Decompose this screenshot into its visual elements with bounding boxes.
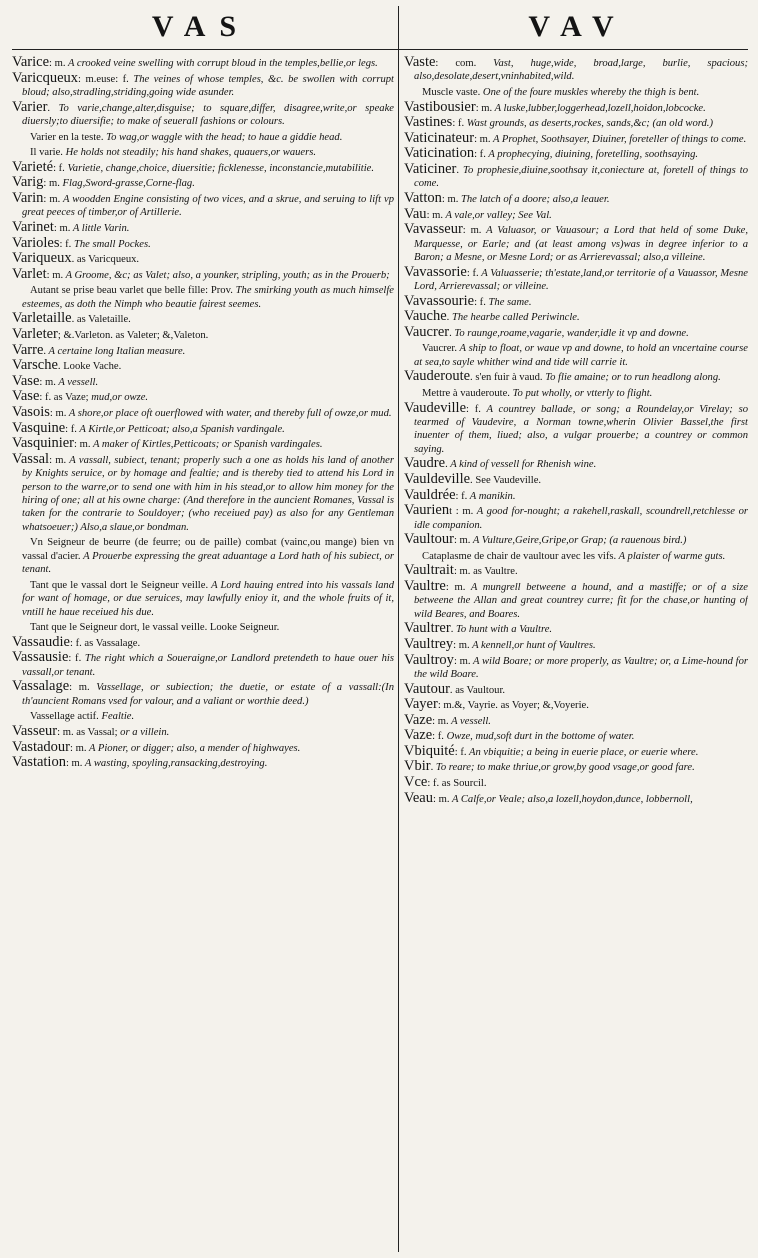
dictionary-entry bbox=[12, 535, 394, 576]
dictionary-entry bbox=[12, 252, 394, 266]
dictionary-entry bbox=[12, 56, 394, 70]
entry-grammar: : f. bbox=[432, 731, 444, 743]
dictionary-entry bbox=[12, 756, 394, 770]
entry-grammar: : m.&, Vayrie. as Voyer; &,Voyerie. bbox=[437, 700, 589, 712]
entry-grammar: : m. bbox=[453, 535, 471, 547]
entry-grammar: : m. bbox=[74, 439, 91, 451]
entry-definition: He holds not steadily; his hand shakes, quauers,or wauers. bbox=[62, 147, 317, 159]
dictionary-entry bbox=[404, 470, 748, 487]
entry-definition: The right which a Soueraigne,or Landlord pretendeth to haue ouer his vassall,or tenant. bbox=[22, 653, 394, 678]
entry-grammar: : m. bbox=[441, 193, 459, 205]
entry-grammar: Autant se prise beau varlet que belle fille: Prov. bbox=[30, 285, 233, 297]
dictionary-entry bbox=[12, 341, 394, 358]
entry-grammar: : f. bbox=[454, 746, 467, 758]
entry-grammar: . bbox=[430, 762, 434, 774]
entry-headword: Varier bbox=[12, 98, 48, 115]
entry-headword: Vbiquité bbox=[404, 742, 455, 759]
entry-definition: A kennell,or hunt of Vaultres. bbox=[469, 639, 596, 651]
entry-definition: A kind of vessell for Rhenish wine. bbox=[447, 459, 597, 471]
entry-definition: A Groome, &c; as Valet; also, a younker, stripling, youth; as in the Prouerb; bbox=[63, 269, 390, 281]
entry-grammar: . bbox=[446, 312, 450, 324]
running-header bbox=[8, 6, 752, 48]
dictionary-entry bbox=[12, 176, 394, 190]
left-column bbox=[12, 56, 394, 1251]
dictionary-entry bbox=[404, 223, 748, 264]
dictionary-entry bbox=[404, 189, 748, 206]
dictionary-entry bbox=[404, 370, 748, 384]
entry-grammar: . Looke Vache. bbox=[57, 361, 122, 373]
entry-definition: The small Pockes. bbox=[71, 238, 151, 250]
entry-definition: The same. bbox=[485, 296, 532, 308]
dictionary-entry bbox=[404, 711, 748, 728]
entry-grammar: : m. bbox=[43, 178, 60, 190]
entry-grammar: : com. bbox=[435, 58, 477, 69]
right-column bbox=[404, 56, 748, 1251]
entry-definition: Vassellage, or subiection; the duetie, or estate of a vassall:(In th'auncient Romans vsed for valour, and a valiant or worthie deed.) bbox=[22, 682, 394, 707]
entry-definition: A vessell. bbox=[55, 376, 99, 388]
entry-headword: Varre bbox=[12, 341, 44, 358]
entry-definition: To wag,or waggle with the head; to haue a giddie head. bbox=[103, 131, 343, 143]
entry-grammar: t : m. bbox=[449, 506, 474, 518]
header-left: VAS bbox=[151, 10, 251, 43]
entry-grammar: : f. bbox=[452, 118, 465, 130]
entry-definition: A vessell. bbox=[448, 715, 491, 727]
dictionary-entry bbox=[12, 372, 394, 389]
entry-headword: Varleter bbox=[12, 325, 58, 342]
dictionary-entry bbox=[404, 399, 748, 457]
dictionary-entry bbox=[404, 680, 748, 697]
entry-headword: Varieté bbox=[12, 158, 54, 175]
entry-grammar: : m. bbox=[453, 655, 471, 667]
entry-grammar: . bbox=[456, 164, 459, 176]
entry-grammar: . as Valetaille. bbox=[71, 314, 131, 326]
entry-headword: Vasois bbox=[12, 403, 50, 420]
entry-definition: To hunt with a Vaultre. bbox=[453, 624, 553, 636]
dictionary-entry bbox=[12, 620, 394, 634]
entry-grammar: Vassellage actif. bbox=[30, 711, 99, 723]
entry-definition: To raunge,roame,vagarie, wander,idle it vp and downe. bbox=[451, 327, 689, 339]
entry-headword: Vaultrey bbox=[404, 635, 454, 652]
entry-headword: Varletaille bbox=[12, 310, 72, 327]
dictionary-entry bbox=[12, 680, 394, 708]
column-divider bbox=[398, 6, 399, 1252]
entry-headword: Vauche bbox=[404, 308, 447, 325]
entry-grammar: . s'en fuir à vaud. bbox=[470, 372, 543, 384]
entry-definition: To prophesie,diuine,soothsay it,coniecture at, foretell of things to come. bbox=[414, 164, 748, 190]
dictionary-entry bbox=[404, 263, 748, 294]
entry-headword: Vauldeville bbox=[404, 470, 471, 487]
entry-definition: mud,or owze. bbox=[88, 392, 149, 404]
entry-definition: The smirking youth as much himselfe esteemes, as doth the Nimph who beautie fairest seemes. bbox=[22, 285, 394, 310]
entry-grammar: : m. bbox=[49, 454, 67, 466]
entry-headword: Vaudeville bbox=[404, 399, 467, 416]
entry-grammar: : m. bbox=[475, 102, 493, 114]
entry-grammar: : f. bbox=[474, 149, 486, 161]
entry-headword: Vassal bbox=[12, 450, 50, 467]
entry-headword: Variqueux bbox=[12, 250, 72, 267]
dictionary-entry bbox=[12, 437, 394, 451]
entry-grammar: : m. bbox=[445, 581, 466, 593]
entry-definition: A vale,or valley; See Val. bbox=[443, 209, 552, 221]
entry-definition: A wild Boare; or more properly, as Vaultre; or, a Lime-hound for the wild Boare. bbox=[414, 655, 748, 680]
entry-headword: Vaultre bbox=[404, 577, 446, 594]
entry-grammar: Muscle vaste. bbox=[422, 87, 481, 98]
entry-headword: Varig bbox=[12, 174, 44, 191]
entry-grammar: : m. bbox=[70, 742, 87, 754]
entry-definition: A Vulture,Geire,Gripe,or Grap; (a rauenous bird.) bbox=[470, 535, 687, 547]
entry-grammar: Vn Seigneur de beurre (de feurre; ou de paille) combat (vainc,ou mange) bien vn vassal d'acier. bbox=[22, 537, 394, 562]
entry-definition: A ship to float, or waue vp and downe, to hold an vncertaine course at sea,to sayle whither wind and tide will carrie it. bbox=[414, 343, 748, 368]
entry-definition: A little Varin. bbox=[70, 222, 130, 234]
dictionary-entry bbox=[404, 310, 748, 324]
entry-grammar: . bbox=[43, 345, 47, 357]
entry-grammar: : m. bbox=[462, 225, 482, 237]
dictionary-entry bbox=[404, 386, 748, 400]
entry-definition: Fealtie. bbox=[98, 711, 135, 723]
entry-definition: Flag,Sword-grasse,Corne-flag. bbox=[59, 178, 195, 190]
dictionary-entry bbox=[404, 205, 748, 222]
entry-grammar: Varier en la teste. bbox=[30, 131, 104, 143]
entry-headword: Vassalage bbox=[12, 678, 70, 695]
entry-grammar: Il varie. bbox=[30, 147, 63, 159]
dictionary-entry bbox=[404, 56, 748, 84]
entry-grammar: Cataplasme de chair de vaultour avec les vifs. bbox=[422, 550, 617, 562]
entry-grammar: : f. bbox=[466, 403, 481, 415]
entry-headword: Vayer bbox=[404, 696, 438, 713]
dictionary-entry bbox=[404, 533, 748, 547]
header-right: VAV bbox=[528, 10, 628, 43]
dictionary-entry bbox=[404, 160, 748, 191]
entry-headword: Vaultour bbox=[404, 531, 454, 548]
entry-grammar: : f. bbox=[53, 162, 65, 174]
entry-headword: Vastibousier bbox=[404, 98, 476, 115]
entry-definition: A Prouerbe expressing the great aduantage a Lord hath of his subiect, or tenant. bbox=[22, 550, 394, 576]
entry-definition: A luske,lubber,loggerhead,lozell,hoidon,lobcocke. bbox=[492, 102, 706, 114]
entry-grammar: : m. bbox=[49, 407, 67, 419]
dictionary-entry bbox=[404, 729, 748, 743]
entry-headword: Vastation bbox=[12, 754, 66, 771]
dictionary-entry bbox=[12, 633, 394, 650]
dictionary-entry bbox=[404, 622, 748, 636]
entry-headword: Vaultrer bbox=[404, 620, 451, 637]
entry-definition: To reare; to make thriue,or grow,by good vsage,or good fare. bbox=[433, 762, 695, 774]
dictionary-entry bbox=[404, 341, 748, 369]
dictionary-entry bbox=[12, 69, 394, 100]
entry-definition: The hearbe called Periwincle. bbox=[449, 312, 580, 324]
entry-grammar: Tant que le Seigneur dort, le vassal veille. Looke Seigneur. bbox=[30, 622, 280, 634]
entry-grammar: . bbox=[445, 459, 448, 471]
dictionary-entry bbox=[404, 129, 748, 146]
entry-grammar: : m. bbox=[474, 133, 491, 145]
entry-headword: Vaultrait bbox=[404, 562, 454, 579]
entry-grammar: Vaucrer. bbox=[422, 343, 457, 355]
dictionary-entry bbox=[12, 709, 394, 723]
entry-definition: A prophecying, diuining, foretelling, soothsaying. bbox=[485, 149, 699, 161]
entry-definition: A Valuasor, or Vauasour; a Lord that held of some Duke, Marquesse, or Earle; and (at least among vs)was in degree inferior to a Baron; a Mesne, or Mesne Lord; or as Arrierevassal; also,a villeine. bbox=[414, 225, 748, 263]
entry-grammar: : f. bbox=[466, 267, 479, 279]
entry-grammar: : m. bbox=[65, 758, 83, 770]
dictionary-entry bbox=[404, 760, 748, 774]
entry-definition: A crooked veine swelling with corrupt bloud in the temples,bellie,or legs. bbox=[65, 58, 378, 69]
entry-grammar: : m. bbox=[43, 193, 61, 205]
entry-headword: Vaudre bbox=[404, 455, 446, 472]
dictionary-entry bbox=[404, 147, 748, 161]
entry-headword: Vaultroy bbox=[404, 651, 454, 668]
entry-definition: A mungrell betweene a hound, and a mastiffe; or of a size betweene the Allan and great countrey curre; fit for the chase,or hunting of wild Beares, and Boares. bbox=[414, 581, 748, 620]
dictionary-entry bbox=[12, 158, 394, 175]
entry-headword: Varinet bbox=[12, 218, 54, 235]
entry-grammar: : m. bbox=[433, 793, 450, 805]
entry-grammar: . as Vaultour. bbox=[449, 684, 506, 696]
entry-grammar: : f. bbox=[65, 423, 77, 435]
header-rule bbox=[12, 49, 748, 50]
entry-headword: Vasquinier bbox=[12, 435, 75, 452]
entry-headword: Vase bbox=[12, 388, 40, 405]
entry-definition: To put wholly, or vtterly to flight. bbox=[509, 387, 653, 399]
entry-grammar: : f. as Sourcil. bbox=[427, 778, 487, 790]
dictionary-entry bbox=[12, 722, 394, 739]
entry-headword: Vbir bbox=[404, 758, 431, 775]
entry-grammar: : f. bbox=[59, 238, 72, 250]
entry-grammar: : m. bbox=[432, 715, 449, 727]
entry-headword: Varioles bbox=[12, 234, 60, 251]
entry-headword: Varice bbox=[12, 56, 50, 70]
entry-headword: Vasseur bbox=[12, 722, 58, 739]
entry-headword: Vassausie bbox=[12, 649, 69, 666]
entry-grammar: : f. bbox=[68, 653, 82, 665]
entry-definition: Varietie, change,choice, diuersitie; ficklenesse, inconstancie,mutabilitie. bbox=[64, 162, 375, 174]
entry-definition: Vast, huge,wide, broad,large, burlie, spacious; also,desolate,desert,vninhabited,wild. bbox=[414, 58, 748, 83]
entry-definition: A Lord hauing entred into his vassals land for want of homage, or due seruices, may lawfully enioy it, and the whole fruits of it, vntill he haue receiued his due. bbox=[22, 579, 394, 618]
entry-headword: Vaurien bbox=[404, 502, 450, 519]
entry-headword: Vauldrée bbox=[404, 486, 456, 503]
entry-definition: A Prophet, Soothsayer, Diuiner, foreteller of things to come. bbox=[490, 133, 747, 145]
entry-definition: A vassall, subiect, tenant; properly such a one as holds his land of another by Knights seruice, or by homage and fealtie; and is thereby tied to attend his Lord in person to the warre,or to send one with him in his stead,or to allow him money for the hiring of one; all at his owne charge: (And therefore in the auncient Romanes, Vassal is taken for the contrarie to Souldoyer; (who receiued pay) as also for any Gentleman whatsoeuer;) Also,a slaue,or bondman. bbox=[22, 454, 394, 533]
entry-headword: Vaucrer bbox=[404, 323, 450, 340]
entry-headword: Varsche bbox=[12, 357, 58, 374]
entry-headword: Vaze bbox=[404, 711, 433, 728]
entry-grammar: : f. bbox=[474, 296, 486, 308]
dictionary-entry bbox=[12, 218, 394, 235]
dictionary-entry bbox=[404, 323, 748, 340]
entry-grammar: . as Varicqueux. bbox=[71, 254, 140, 266]
entry-headword: Vce bbox=[404, 774, 428, 791]
entry-headword: Vasquine bbox=[12, 419, 66, 436]
entry-definition: An vbiquitie; a being in euerie place, or euerie where. bbox=[466, 746, 699, 758]
entry-definition: A shore,or place oft ouerflowed with water, and thereby full of owze,or mud. bbox=[66, 407, 392, 419]
entry-headword: Vavassorie bbox=[404, 263, 467, 280]
dictionary-entry bbox=[404, 98, 748, 115]
entry-grammar: . bbox=[450, 624, 454, 636]
entry-definition: Wast grounds, as deserts,rockes, sands,&c; (an old word.) bbox=[464, 118, 713, 130]
dictionary-entry bbox=[404, 486, 748, 503]
dictionary-entry bbox=[404, 457, 748, 471]
entry-grammar: : m. bbox=[426, 209, 444, 221]
entry-definition: Owze, mud,soft durt in the bottome of water. bbox=[443, 731, 635, 743]
entry-grammar: : m. bbox=[39, 376, 56, 388]
entry-headword: Varicqueux bbox=[12, 69, 79, 86]
entry-grammar: : m.euse: f. bbox=[78, 73, 129, 85]
dictionary-entry bbox=[12, 312, 394, 326]
entry-definition: A Calfe,or Veale; also,a lozell,hoydon,dunce, lobbernoll, bbox=[449, 793, 693, 805]
dictionary-entry bbox=[404, 789, 748, 806]
entry-grammar: Tant que le vassal dort le Seigneur veille. bbox=[30, 579, 209, 591]
dictionary-entry bbox=[12, 130, 394, 144]
entry-grammar: : f. as Vaze; bbox=[39, 392, 89, 404]
entry-definition: A woodden Engine consisting of two vices, and a skrue, and seruing to lift vp great peeces of timber,or of Artillerie. bbox=[22, 193, 394, 219]
dictionary-entry bbox=[12, 283, 394, 311]
entry-headword: Vastines bbox=[404, 114, 453, 131]
entry-grammar: ; &.Varleton. as Valeter; &,Valeton. bbox=[57, 329, 209, 341]
entry-grammar: Mettre à vauderoute. bbox=[422, 387, 510, 399]
dictionary-entry bbox=[12, 419, 394, 436]
dictionary-entry bbox=[12, 390, 394, 404]
entry-grammar: : m. bbox=[453, 639, 470, 651]
dictionary-entry bbox=[12, 189, 394, 220]
dictionary-entry bbox=[404, 651, 748, 682]
dictionary-entry bbox=[12, 145, 394, 159]
entry-definition: or a villein. bbox=[117, 726, 170, 738]
dictionary-entry bbox=[404, 635, 748, 652]
entry-grammar: : m. as Vaultre. bbox=[453, 566, 518, 578]
entry-definition: A manikin. bbox=[467, 490, 516, 502]
entry-headword: Vavasseur bbox=[404, 221, 463, 238]
entry-definition: The latch of a doore; also,a leauer. bbox=[458, 193, 610, 205]
dictionary-entry bbox=[12, 651, 394, 679]
entry-headword: Vassaudie bbox=[12, 633, 70, 650]
dictionary-entry bbox=[404, 742, 748, 759]
dictionary-entry bbox=[12, 234, 394, 251]
dictionary-entry bbox=[404, 292, 748, 309]
dictionary-entry bbox=[404, 776, 748, 790]
dictionary-entry bbox=[404, 577, 748, 621]
entry-headword: Veau bbox=[404, 789, 433, 806]
dictionary-entry bbox=[404, 504, 748, 532]
entry-grammar: : m. bbox=[46, 269, 64, 281]
entry-headword: Vastadour bbox=[12, 738, 70, 755]
entry-grammar: : m. bbox=[53, 222, 71, 234]
entry-headword: Varin bbox=[12, 189, 44, 206]
entry-grammar: : m. bbox=[69, 682, 90, 694]
dictionary-entry bbox=[404, 85, 748, 99]
entry-headword: Vaste bbox=[404, 56, 436, 70]
entry-headword: Varlet bbox=[12, 265, 47, 282]
entry-grammar: . See Vaudeville. bbox=[470, 474, 542, 486]
dictionary-entry bbox=[12, 325, 394, 342]
entry-headword: Vaze bbox=[404, 727, 433, 744]
entry-headword: Vatton bbox=[404, 189, 442, 206]
entry-headword: Vaticinateur bbox=[404, 129, 475, 146]
entry-grammar: : m. bbox=[49, 58, 66, 69]
entry-headword: Vautour bbox=[404, 680, 450, 697]
entry-definition: A certaine long Italian measure. bbox=[46, 345, 186, 357]
entry-definition: One of the foure muskles whereby the thigh is bent. bbox=[480, 87, 700, 98]
entry-headword: Vaticiner bbox=[404, 160, 457, 177]
entry-grammar: : f. bbox=[455, 490, 468, 502]
dictionary-entry bbox=[12, 265, 394, 282]
entry-grammar: : f. as Vassalage. bbox=[70, 637, 141, 649]
entry-grammar: : m. as Vassal; bbox=[57, 726, 118, 738]
dictionary-entry bbox=[12, 738, 394, 755]
dictionary-entry bbox=[404, 549, 748, 563]
entry-headword: Vaticination bbox=[404, 145, 475, 162]
dictionary-entry bbox=[12, 578, 394, 619]
dictionary-entry bbox=[12, 403, 394, 420]
dictionary-entry bbox=[404, 698, 748, 712]
entry-definition: To flie amaine; or to run headlong along. bbox=[542, 372, 721, 384]
entry-definition: A plaister of warme guts. bbox=[616, 550, 726, 562]
entry-headword: Vauderoute bbox=[404, 368, 471, 385]
entry-definition: A countrey ballade, or song; a Roundelay,or Virelay; so tearmed of Vaudevire, a Norman towne,wherin Olivier Bassel,the first inuenter of them, liued; also, a vulgar prouerbe; a countrey or common saying. bbox=[414, 403, 748, 455]
entry-grammar: . bbox=[47, 102, 51, 114]
entry-headword: Vase bbox=[12, 372, 40, 389]
entry-definition: A Pioner, or digger; also, a mender of highwayes. bbox=[86, 742, 301, 754]
entry-headword: Vavassourie bbox=[404, 292, 475, 309]
entry-definition: A good for-nought; a rakehell,raskall, scoundrell,retchlesse or idle companion. bbox=[414, 506, 748, 531]
entry-definition: A wasting, spoyling,ransacking,destroying. bbox=[82, 758, 268, 770]
dictionary-entry bbox=[12, 359, 394, 373]
dictionary-page bbox=[8, 6, 752, 1252]
entry-definition: A maker of Kirtles,Petticoats; or Spanish vardingales. bbox=[90, 439, 323, 451]
dictionary-entry bbox=[404, 564, 748, 578]
entry-headword: Vau bbox=[404, 205, 427, 222]
dictionary-entry bbox=[12, 98, 394, 129]
entry-grammar: . bbox=[449, 327, 452, 339]
entry-definition: A Valuasserie; th'estate,land,or territorie of a Vauassor, Mesne Lord, Arrierevassal; or villeine. bbox=[414, 267, 748, 292]
entry-definition: To varie,change,alter,disguise; to square,differ, disagree,write,or speake diuersly;to diuersifie; to make of seuerall fashions or colours. bbox=[22, 102, 394, 127]
dictionary-entry bbox=[404, 116, 748, 130]
dictionary-entry bbox=[12, 450, 394, 534]
entry-definition: A Kirtle,or Petticoat; also,a Spanish vardingale. bbox=[76, 423, 285, 435]
entry-definition: The veines of whose temples, &c. be swollen with corrupt bloud; also,stradling,striding,going wide asunder. bbox=[22, 73, 394, 98]
